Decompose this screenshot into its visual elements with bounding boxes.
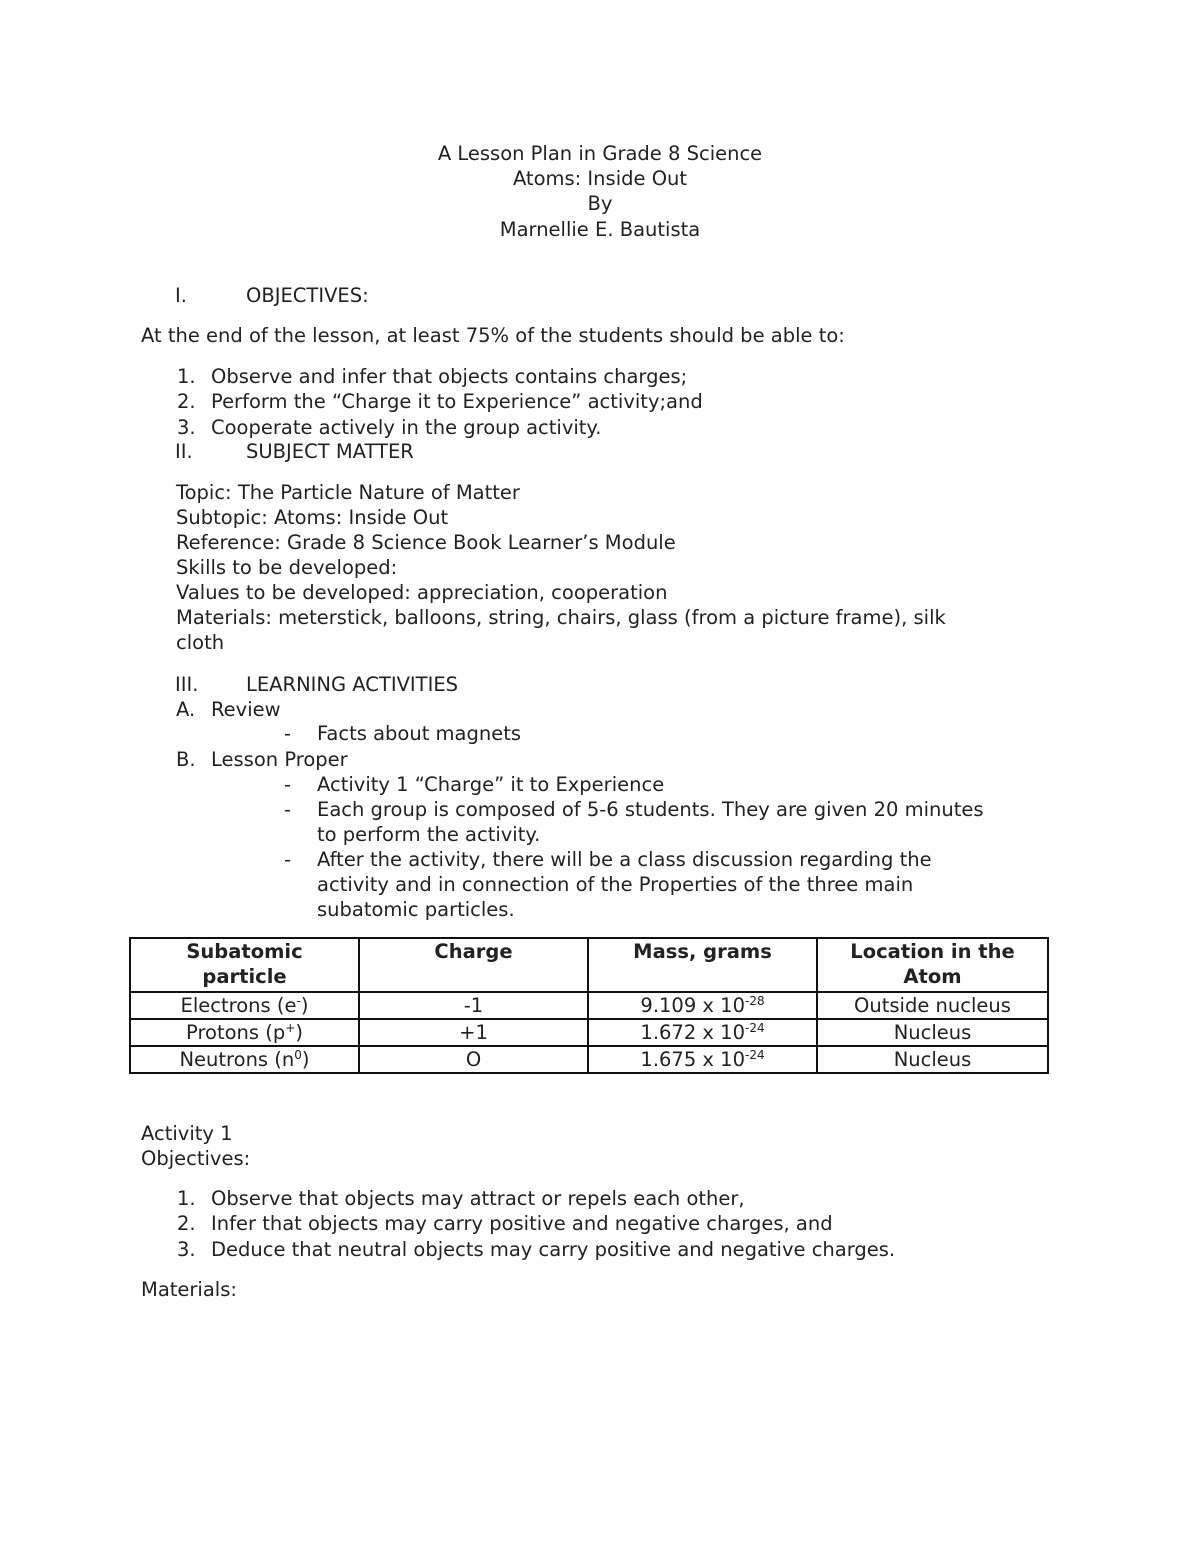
document-subtitle: Atoms: Inside Out — [512, 167, 688, 190]
section-numeral-objectives: I. — [175, 284, 187, 307]
particle-cell: Neutrons $(n^0)$ — [130, 1046, 359, 1073]
charge-cell: O — [359, 1046, 588, 1073]
activity-objective-item: Deduce that neutral objects may carry positive and negative charges. — [211, 1238, 896, 1261]
section-numeral-learning-activities: III. — [175, 673, 199, 696]
location-cell: Nucleus — [817, 1046, 1048, 1073]
materials-line: Materials: meterstick, balloons, string, chairs, glass (from a picture frame), silk — [176, 606, 946, 629]
list-letter: B. — [176, 748, 196, 771]
review-item: Facts about magnets — [317, 722, 522, 745]
objective-item: Perform the “Charge it to Experience” activity;and — [211, 390, 703, 413]
objective-item: Observe and infer that objects contains charges; — [211, 365, 688, 388]
section-heading-objectives: OBJECTIVES: — [246, 284, 369, 307]
lesson-proper-item-continued: to perform the activity. — [317, 823, 541, 846]
header-line: Subatomic — [186, 940, 303, 963]
section-heading-subject-matter: SUBJECT MATTER — [246, 440, 414, 463]
column-header-charge — [359, 938, 588, 992]
particle-cell: Protons (p+) — [130, 1019, 359, 1046]
list-number: 3. — [177, 1238, 196, 1261]
location-cell: Nucleus — [817, 1019, 1048, 1046]
activity-title: Activity 1 — [141, 1122, 233, 1145]
mass-cell: 9.109 x $10^{-28}$ — [588, 992, 817, 1019]
lesson-proper-item: Each group is composed of 5-6 students. They are given 20 minutes — [317, 798, 984, 821]
author-name: Marnellie E. Bautista — [499, 218, 701, 241]
materials-line-continued: cloth — [176, 631, 225, 654]
list-number: 2. — [177, 390, 196, 413]
dash-bullet: - — [284, 798, 292, 821]
location-cell: Outside nucleus — [817, 992, 1048, 1019]
subtopic-line: Subtopic: Atoms: Inside Out — [176, 506, 449, 529]
header-line: Atom — [903, 965, 962, 988]
objective-item: Cooperate actively in the group activity. — [211, 416, 602, 439]
table-header-row — [130, 938, 1048, 992]
section-numeral-subject-matter: II. — [175, 440, 193, 463]
document-title: A Lesson Plan in Grade 8 Science — [437, 142, 763, 165]
list-number: 3. — [177, 416, 196, 439]
values-line: Values to be developed: appreciation, cooperation — [176, 581, 668, 604]
activity-objectives-label: Objectives: — [141, 1147, 251, 1170]
list-number: 1. — [177, 1187, 196, 1210]
lesson-proper-item-continued: activity and in connection of the Properties of the three main — [317, 873, 914, 896]
column-header-particle — [130, 938, 359, 992]
lesson-proper-item: Activity 1 “Charge” it to Experience — [317, 773, 665, 796]
table-row — [130, 1046, 1048, 1073]
charge-cell: +1 — [359, 1019, 588, 1046]
table-row — [130, 1019, 1048, 1046]
mass-cell: 1.672 x $10^{-24}$ — [588, 1019, 817, 1046]
skills-line: Skills to be developed: — [176, 556, 398, 579]
lesson-proper-label: Lesson Proper — [211, 748, 348, 771]
objectives-intro: At the end of the lesson, at least 75% of the students should be able to: — [141, 324, 845, 347]
column-header-mass — [588, 938, 817, 992]
section-heading-learning-activities: LEARNING ACTIVITIES — [246, 673, 459, 696]
lesson-proper-item-continued: subatomic particles. — [317, 898, 515, 921]
list-number: 1. — [177, 365, 196, 388]
lesson-proper-item: After the activity, there will be a class discussion regarding the — [317, 848, 932, 871]
header-line: Mass, grams — [633, 940, 772, 963]
list-letter: A. — [176, 698, 196, 721]
column-header-location — [817, 938, 1048, 992]
subatomic-particles-table — [129, 937, 1049, 1074]
particle-cell: Electrons (e-) — [130, 992, 359, 1019]
header-line: particle — [202, 965, 287, 988]
dash-bullet: - — [284, 773, 292, 796]
charge-cell: -1 — [359, 992, 588, 1019]
mass-cell: 1.675 x $10^{-24}$ — [588, 1046, 817, 1073]
reference-line: Reference: Grade 8 Science Book Learner’s Module — [176, 531, 676, 554]
header-line: Charge — [434, 940, 513, 963]
topic-line: Topic: The Particle Nature of Matter — [176, 481, 520, 504]
activity-objective-item: Infer that objects may carry positive and negative charges, and — [211, 1212, 833, 1235]
table-row — [130, 992, 1048, 1019]
activity-objective-item: Observe that objects may attract or repels each other, — [211, 1187, 745, 1210]
header-line: Location in the — [850, 940, 1015, 963]
byline-by: By — [587, 192, 613, 215]
activity-materials-label: Materials: — [141, 1278, 237, 1301]
dash-bullet: - — [284, 848, 292, 871]
review-label: Review — [211, 698, 281, 721]
list-number: 2. — [177, 1212, 196, 1235]
dash-bullet: - — [284, 722, 292, 745]
